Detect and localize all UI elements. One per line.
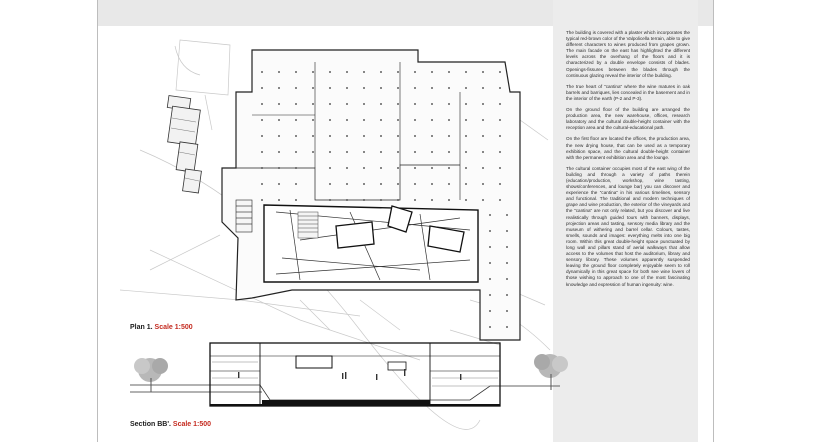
column-dot xyxy=(363,199,365,201)
column-dot xyxy=(295,103,297,105)
column-dot xyxy=(482,119,484,121)
column-dot xyxy=(499,151,501,153)
column-dot xyxy=(329,71,331,73)
section-hatch xyxy=(212,362,498,386)
column-dot xyxy=(465,103,467,105)
column-dot xyxy=(397,151,399,153)
column-dot xyxy=(295,167,297,169)
column-dot xyxy=(380,135,382,137)
column-dot xyxy=(431,87,433,89)
column-dot xyxy=(312,135,314,137)
column-dot xyxy=(312,151,314,153)
column-dot xyxy=(329,151,331,153)
column-dot xyxy=(465,183,467,185)
column-dot xyxy=(431,119,433,121)
column-dot xyxy=(499,167,501,169)
column-dot xyxy=(448,71,450,73)
adjacent-building xyxy=(167,96,201,193)
column-dot xyxy=(363,167,365,169)
column-dot xyxy=(499,135,501,137)
column-dot xyxy=(380,167,382,169)
column-dot xyxy=(295,119,297,121)
column-dot xyxy=(506,246,508,248)
sheet-edge-right xyxy=(713,0,714,442)
description-paragraph: On the first floor are located the offices, the production area, the new drying house, that can be used as a temporary exhibition space, and the cultural double-height container with the permanent exhibition area and the lounge. xyxy=(566,136,690,160)
column-dot xyxy=(482,71,484,73)
column-dot xyxy=(489,278,491,280)
column-dot xyxy=(482,135,484,137)
column-dot xyxy=(346,167,348,169)
column-dot xyxy=(295,135,297,137)
column-dot xyxy=(431,71,433,73)
column-dot xyxy=(363,183,365,185)
column-dot xyxy=(261,151,263,153)
column-dot xyxy=(431,167,433,169)
column-dot xyxy=(363,87,365,89)
column-dot xyxy=(295,71,297,73)
column-dot xyxy=(295,183,297,185)
column-dot xyxy=(414,103,416,105)
column-dot xyxy=(295,199,297,201)
sheet-edge-left xyxy=(97,0,98,442)
column-dot xyxy=(448,87,450,89)
column-dot xyxy=(397,167,399,169)
column-dot xyxy=(465,71,467,73)
description-paragraph: On the ground floor of the building are arranged the production area, the new warehouse, offices, research laboratory and the cultural double-height container with the reception area and the cultural-educational path. xyxy=(566,107,690,131)
column-dot xyxy=(363,135,365,137)
column-dot xyxy=(278,119,280,121)
column-dot xyxy=(380,119,382,121)
column-dot xyxy=(506,262,508,264)
column-dot xyxy=(499,199,501,201)
column-dot xyxy=(346,71,348,73)
column-dot xyxy=(346,199,348,201)
column-dot xyxy=(431,183,433,185)
column-dot xyxy=(448,103,450,105)
column-dot xyxy=(397,119,399,121)
column-dot xyxy=(482,151,484,153)
column-dot xyxy=(448,167,450,169)
column-dot xyxy=(380,199,382,201)
column-dot xyxy=(312,71,314,73)
column-dot xyxy=(295,151,297,153)
column-dot xyxy=(261,135,263,137)
column-dot xyxy=(363,119,365,121)
column-dot xyxy=(278,135,280,137)
column-dot xyxy=(499,119,501,121)
column-dot xyxy=(397,87,399,89)
column-dot xyxy=(380,103,382,105)
entrance-ramp xyxy=(236,200,252,232)
column-dot xyxy=(261,71,263,73)
column-dot xyxy=(414,151,416,153)
plan-caption: Plan 1. Scale 1:500 xyxy=(130,324,193,331)
column-dot xyxy=(278,167,280,169)
project-description xyxy=(566,30,690,293)
column-dot xyxy=(482,87,484,89)
column-dot xyxy=(329,183,331,185)
column-dot xyxy=(261,167,263,169)
column-dot xyxy=(489,214,491,216)
column-dot xyxy=(499,71,501,73)
column-dot xyxy=(506,294,508,296)
column-dot xyxy=(380,71,382,73)
stairs xyxy=(298,212,318,238)
column-dot xyxy=(346,103,348,105)
column-dot xyxy=(489,230,491,232)
column-dot xyxy=(312,119,314,121)
column-dot xyxy=(346,151,348,153)
column-dot xyxy=(489,310,491,312)
column-dot xyxy=(465,119,467,121)
column-dot xyxy=(329,87,331,89)
column-dot xyxy=(489,326,491,328)
column-dot xyxy=(499,87,501,89)
description-paragraph: The cultural container occupies most of the east wing of the building and through a variety of paths therein (education/production, workshop, wine tasting, shows/conferences, and lounge bar) you can discover and experience the "cantina" in his various timelines, sensory and functional. The traditional and modern techniques of grape and wine production, the exterior of the vineyards and the "cantina" are not only related, but you discover and live realistically through guided tours with banners, displays, projection areas and tasting, sensory media library and the museum of withering and barrel cellar. Colours, tastes, smells, sounds and images: everything melts into one big room. Within this great double-height space punctuated by long wall and pillars stand of aerial walkways that allow access to the volumes that host the auditorium, library and sensory library. These volumes apparently suspended leaving the ground floor completely enjoyable seem to roll dynamically in this great space for both see wine lovers of those wishing to approach to one of the most fascinating knowledge and expression of human ingenuity: wine. xyxy=(566,165,690,287)
column-dot xyxy=(346,119,348,121)
column-dot xyxy=(397,199,399,201)
column-dot xyxy=(380,183,382,185)
column-dot xyxy=(448,135,450,137)
column-dot xyxy=(465,151,467,153)
column-dot xyxy=(489,262,491,264)
column-dot xyxy=(363,151,365,153)
column-dot xyxy=(506,230,508,232)
column-dot xyxy=(448,151,450,153)
column-dot xyxy=(431,103,433,105)
column-dot xyxy=(482,183,484,185)
section-building xyxy=(210,343,500,406)
column-dot xyxy=(414,135,416,137)
description-paragraph: The true heart of "cantina" where the wine matures in oak barrels and barriques, lies concealed in the basement and in the interior of the earth (P-2 and P-3). xyxy=(566,83,690,101)
column-dot xyxy=(329,199,331,201)
column-dot xyxy=(482,167,484,169)
column-dot xyxy=(489,246,491,248)
column-dot xyxy=(431,199,433,201)
column-dot xyxy=(448,199,450,201)
column-dot xyxy=(489,294,491,296)
column-dot xyxy=(506,278,508,280)
column-dot xyxy=(414,119,416,121)
section-base xyxy=(210,400,500,406)
column-dot xyxy=(482,103,484,105)
column-dot xyxy=(261,87,263,89)
column-dot xyxy=(329,135,331,137)
column-dot xyxy=(397,103,399,105)
column-dot xyxy=(465,167,467,169)
column-dot xyxy=(346,183,348,185)
column-dot xyxy=(261,103,263,105)
column-dot xyxy=(465,87,467,89)
column-dot xyxy=(278,87,280,89)
column-dot xyxy=(278,183,280,185)
column-dot xyxy=(278,199,280,201)
column-dot xyxy=(261,199,263,201)
column-dot xyxy=(329,103,331,105)
column-dot xyxy=(397,135,399,137)
column-dot xyxy=(465,135,467,137)
column-dot xyxy=(482,199,484,201)
column-dot xyxy=(465,199,467,201)
column-dot xyxy=(448,183,450,185)
column-dot xyxy=(346,87,348,89)
column-dot xyxy=(414,167,416,169)
column-dot xyxy=(397,183,399,185)
column-dot xyxy=(506,326,508,328)
section-ground xyxy=(130,385,560,400)
column-dot xyxy=(499,183,501,185)
column-dot xyxy=(329,119,331,121)
column-dot xyxy=(431,151,433,153)
column-dot xyxy=(261,183,263,185)
column-dot xyxy=(414,71,416,73)
floor-plan xyxy=(222,50,520,340)
column-dot xyxy=(363,103,365,105)
column-dot xyxy=(278,151,280,153)
column-dot xyxy=(380,87,382,89)
column-dot xyxy=(506,310,508,312)
column-dot xyxy=(363,71,365,73)
people-figures xyxy=(238,369,461,380)
column-dot xyxy=(397,71,399,73)
column-dot xyxy=(499,103,501,105)
column-dot xyxy=(414,183,416,185)
column-dot xyxy=(414,199,416,201)
column-dot xyxy=(329,167,331,169)
section-caption: Section BB'. Scale 1:500 xyxy=(130,421,212,428)
column-dot xyxy=(278,103,280,105)
description-paragraph: The building is covered with a plaster which incorporates the typical red-brown color of the Valpolicella terrain, able to give different characters to wines produced from grapes grown. The main facade on the east has highlighted the different levels across the overhang of the floors and it is characterized by a double envelope consists of blades. Openings-fissures between the blades through the continuous glazing reveal the interior of the building. xyxy=(566,30,690,78)
column-dot xyxy=(448,119,450,121)
column-dot xyxy=(506,214,508,216)
column-dot xyxy=(278,71,280,73)
column-dot xyxy=(431,135,433,137)
column-dot xyxy=(380,151,382,153)
column-dot xyxy=(346,135,348,137)
column-dot xyxy=(312,87,314,89)
column-dot xyxy=(295,87,297,89)
column-dot xyxy=(414,87,416,89)
column-dot xyxy=(261,119,263,121)
column-dot xyxy=(312,103,314,105)
